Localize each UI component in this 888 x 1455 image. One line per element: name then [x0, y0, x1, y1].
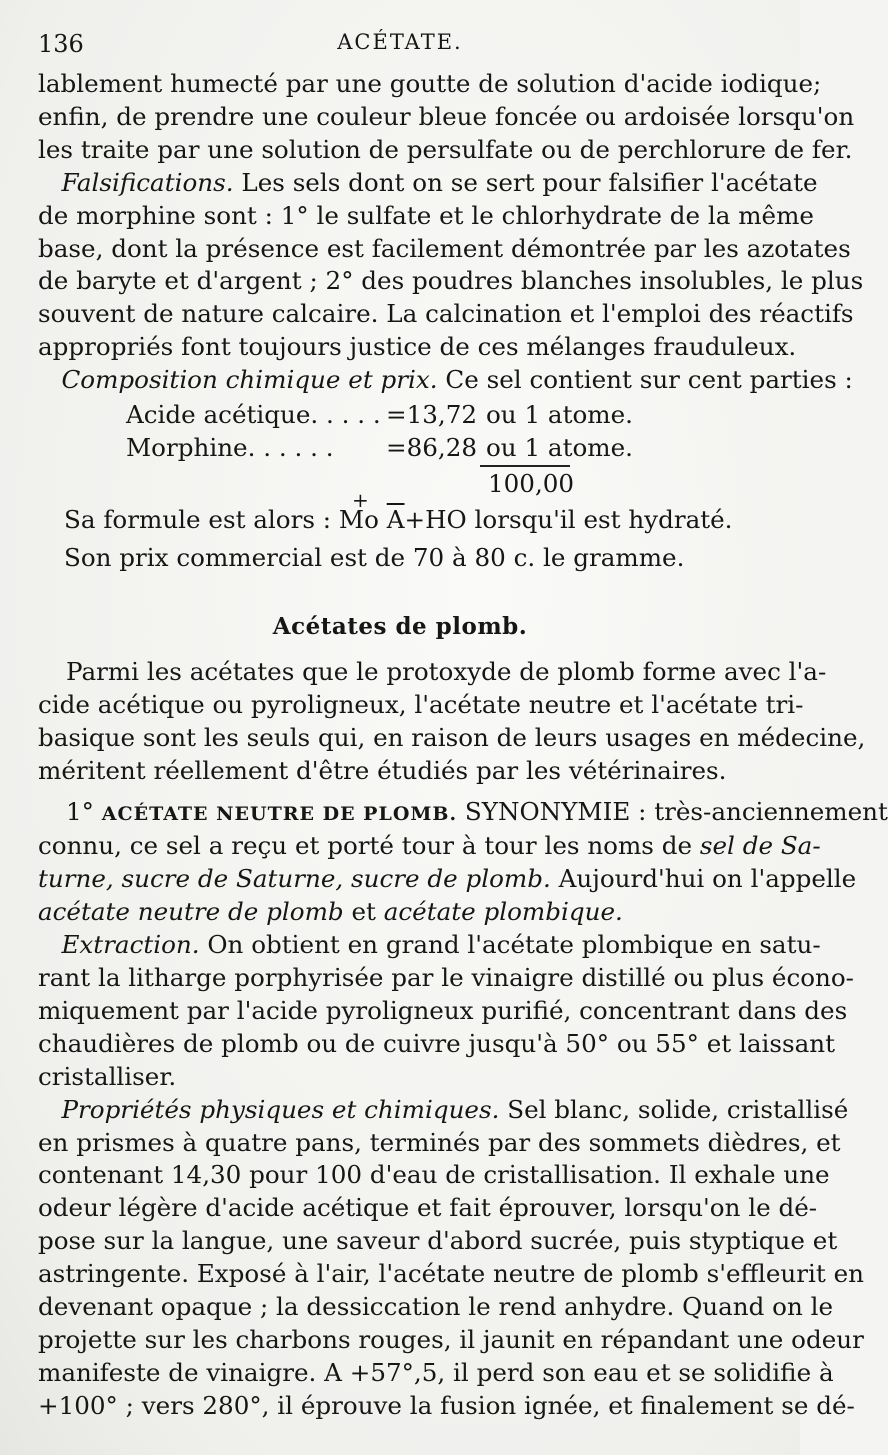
text-line [38, 796, 888, 831]
text-fragment: acétate neutre de plomb [38, 897, 344, 927]
paragraph-proprietes [38, 1094, 864, 1423]
paragraph-composition [38, 364, 853, 397]
text-line: cide acétique ou pyroligneux, l'acétate neutre et l'acétate tri- [38, 689, 804, 719]
text-line: rant la litharge porphyrisée par le vinaigre distillé ou plus écono- [38, 963, 854, 993]
section-title: Acétates de plomb. [272, 612, 528, 640]
running-title: ACÉTATE. [337, 30, 463, 54]
component-atoms: ou 1 atome. [486, 400, 633, 430]
paragraph-falsifications [38, 167, 864, 364]
text-fragment: turne, sucre de Saturne, sucre de plomb. [38, 864, 551, 894]
text-fragment: et [343, 897, 384, 927]
component-atoms: ou 1 atome. [486, 433, 633, 463]
paragraph-continuation [38, 68, 855, 167]
composition-label: Composition chimique et prix. [61, 365, 438, 395]
proprietes-label: Propriétés physiques et chimiques. [61, 1094, 500, 1124]
item-heading: ACÉTATE NEUTRE DE PLOMB. [101, 802, 458, 825]
text-fragment: sel de Sa- [699, 831, 821, 861]
price-text: Son prix commercial est de 70 à 80 c. le gramme. [64, 543, 685, 573]
text-line: ​ Composition chimique et prix. Ce sel contient sur cent parties : [38, 365, 853, 395]
formula-line [38, 488, 762, 542]
text-fragment: On obtient en grand l'acétate plombique en satu- [199, 930, 821, 960]
item-number: 1° [66, 796, 102, 826]
formula-a: $\overline{A}$ [386, 505, 405, 535]
extraction-label: Extraction. [61, 930, 200, 960]
text-line: odeur légère d'acide acétique et fait éprouver, lorsqu'on le dé- [38, 1193, 818, 1223]
text-fragment: acétate plombique. [383, 897, 623, 927]
text-line: cristalliser. [38, 1061, 177, 1091]
text-line: enfin, de prendre une couleur bleue foncée ou ardoisée lorsqu'on [38, 101, 855, 131]
price-line [38, 542, 762, 575]
paragraph-plomb [38, 656, 866, 788]
composition-row [38, 399, 762, 432]
text-line [38, 896, 762, 929]
text-line: basique sont les seuls qui, en raison de leurs usages en médecine, [38, 722, 866, 752]
text-line: méritent réellement d'être étudiés par les vétérinaires. [38, 755, 727, 785]
text-fragment: très-anciennement [654, 796, 888, 826]
synonymie-label: SYNONYMIE : [457, 796, 655, 826]
text-line: chaudières de plomb ou de cuivre jusqu'à 50° ou 55° et laissant [38, 1028, 835, 1058]
text-line: ​ Extraction. On obtient en grand l'acétate plombique en satu- [38, 930, 821, 960]
text-line: manifeste de vinaigre. A +57°,5, il perd son eau et se solidifie à [38, 1357, 834, 1387]
component-name: Morphine. . . . . . [126, 433, 334, 463]
paragraph-extraction [38, 929, 854, 1094]
paragraph-acetate-neutre [38, 796, 888, 930]
component-value: =86,28 [386, 433, 478, 463]
text-line: appropriés font toujours justice de ces mélanges frauduleux. [38, 332, 797, 362]
text-line: en prismes à quatre pans, terminés par des sommets dièdres, et [38, 1127, 841, 1157]
formula-plus-mark: + [352, 488, 369, 513]
text-line: de morphine sont : 1° le sulfate et le chlorhydrate de la même [38, 200, 814, 230]
body-text [38, 68, 888, 1423]
text-line: miquement par l'acide pyroligneux purifié, concentrant dans des [38, 995, 848, 1025]
text-line: souvent de nature calcaire. La calcination et l'emploi des réactifs [38, 299, 854, 329]
composition-total: 100,00 [488, 469, 575, 499]
spacer [38, 788, 762, 796]
text-fragment: Ce sel contient sur cent parties : [437, 365, 853, 395]
text-fragment: Sel blanc, solide, cristallisé [499, 1094, 849, 1124]
text-line [38, 863, 857, 896]
text-line: base, dont la présence est facilement démontrée par les azotates [38, 233, 851, 263]
text-line: ​ Propriétés physiques et chimiques. Sel blanc, solide, cristallisé [38, 1094, 849, 1124]
component-name: Acide acétique. . . . . [126, 400, 381, 430]
text-line [38, 830, 821, 863]
text-line: contenant 14,30 pour 100 d'eau de cristallisation. Il exhale une [38, 1160, 830, 1190]
text-line: +100° ; vers 280°, il éprouve la fusion ignée, et finalement se dé- [38, 1390, 855, 1420]
text-fragment: connu, ce sel a reçu et porté tour à tour les noms de [38, 831, 700, 861]
formula-mo: Mo [338, 505, 387, 535]
text-line: Parmi les acétates que le protoxyde de plomb forme avec l'a- [66, 656, 827, 686]
running-head [38, 28, 762, 68]
text-line: lablement humecté par une goutte de solution d'acide iodique; [38, 69, 822, 98]
text-line: ​ Falsifications. Les sels dont on se sert pour falsifier l'acétate [38, 167, 818, 197]
text-fragment: Les sels dont on se sert pour falsifier l'acétate [233, 167, 818, 197]
formula-suffix: +HO lorsqu'il est hydraté. [404, 505, 733, 535]
formula-prefix: Sa formule est alors : [64, 505, 339, 535]
text-line: de baryte et d'argent ; 2° des poudres blanches insolubles, le plus [38, 266, 864, 296]
text-fragment: Aujourd'hui on l'appelle [550, 864, 857, 894]
text-line: les traite par une solution de persulfate ou de perchlorure de fer. [38, 134, 853, 164]
composition-row [38, 432, 762, 465]
text-line: pose sur la langue, une saveur d'abord sucrée, puis styptique et [38, 1226, 838, 1256]
text-line: astringente. Exposé à l'air, l'acétate neutre de plomb s'effleurit en [38, 1259, 864, 1289]
text-line: projette sur les charbons rouges, il jaunit en répandant une odeur [38, 1325, 864, 1354]
falsifications-label: Falsifications. [61, 167, 234, 197]
page-number: 136 [38, 30, 84, 58]
text-line: devenant opaque ; la dessiccation le rend anhydre. Quand on le [38, 1292, 834, 1322]
composition-table [38, 399, 762, 500]
component-value: =13,72 [386, 400, 478, 430]
